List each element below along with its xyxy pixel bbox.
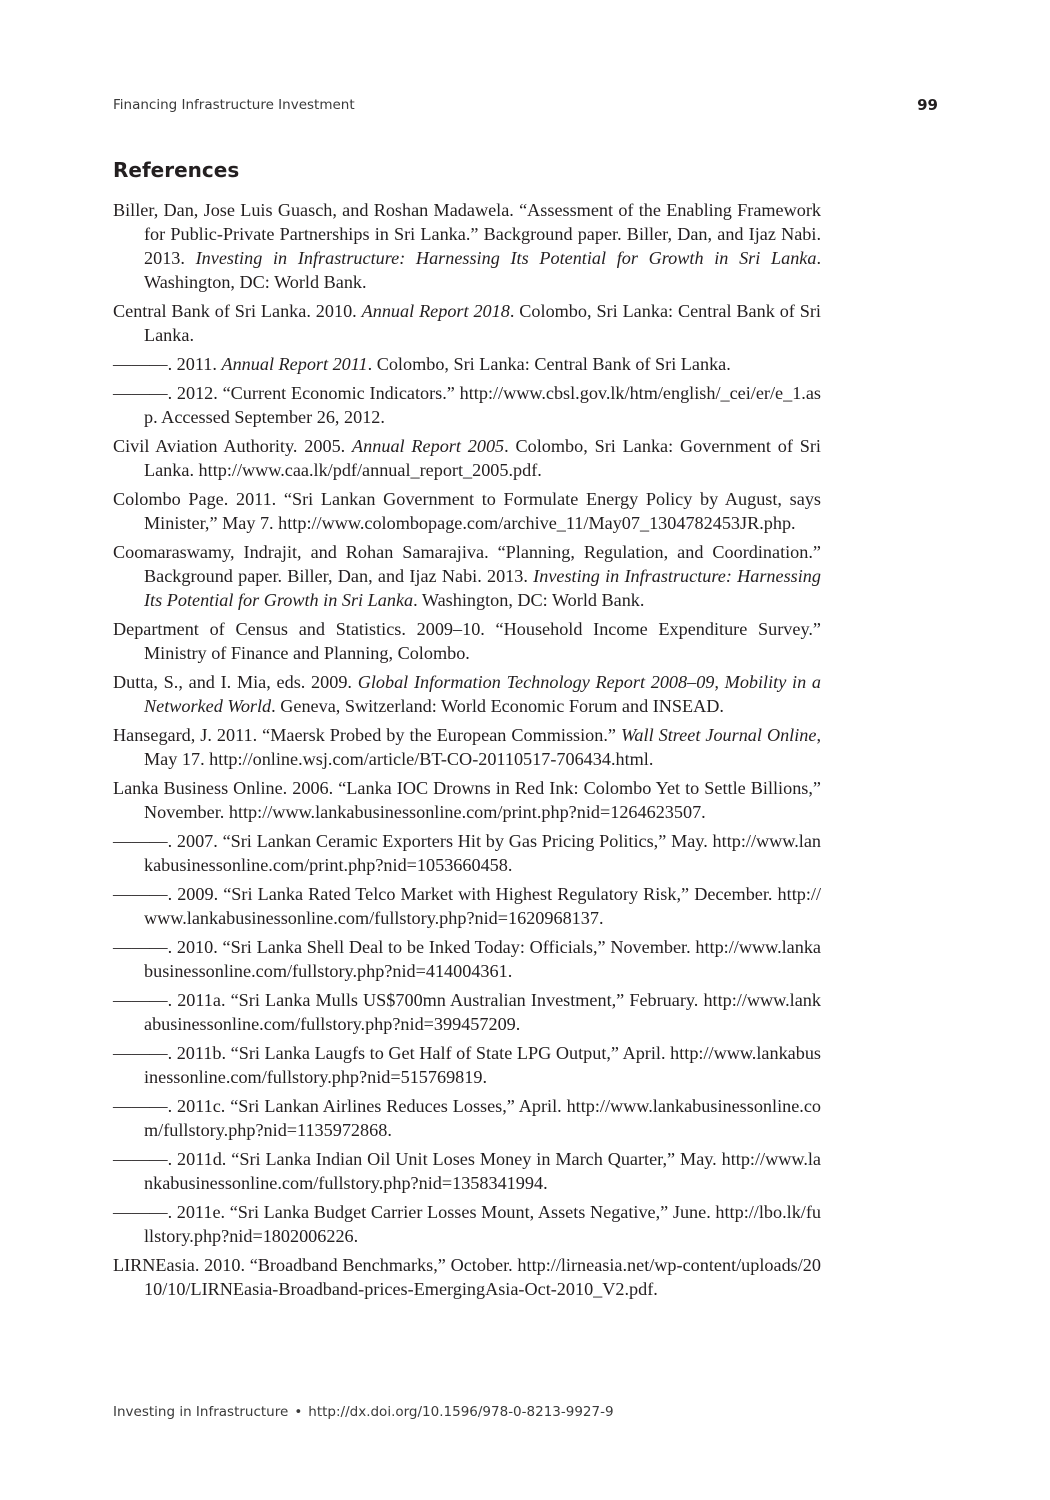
- reference-url-link[interactable]: http://www.lankabusinessonline.com/fullstory.php?nid=515769819: [144, 1043, 821, 1087]
- reference-entry: [113, 381, 821, 429]
- reference-url-link[interactable]: http://www.cbsl.gov.lk/htm/english/_cei/er/e_1.asp: [144, 383, 821, 427]
- reference-text: .: [598, 908, 604, 928]
- reference-entry: [113, 434, 821, 482]
- reference-text: ———. 2007. “Sri Lankan Ceramic Exporters Hit by Gas Pricing Politics,” May.: [113, 831, 713, 851]
- reference-entry: [113, 935, 821, 983]
- reference-list: [113, 198, 821, 1306]
- reference-text: Hansegard, J. 2011. “Maersk Probed by the European Commission.”: [113, 725, 621, 745]
- reference-title-italic: Investing in Infrastructure: Harnessing Its Potential for Growth in Sri Lanka: [195, 248, 817, 268]
- reference-text: . Colombo, Sri Lanka: Central Bank of Sri Lanka.: [144, 301, 821, 345]
- reference-text: ———. 2011b. “Sri Lanka Laugfs to Get Half of State LPG Output,” April.: [113, 1043, 671, 1063]
- reference-url-link[interactable]: http://www.lankabusinessonline.com/fullstory.php?nid=414004361: [144, 937, 821, 981]
- footer-book-title: Investing in Infrastructure: [113, 1404, 289, 1420]
- reference-text: . Colombo, Sri Lanka: Central Bank of Sri Lanka.: [367, 354, 731, 374]
- reference-text: Civil Aviation Authority. 2005.: [113, 436, 353, 456]
- reference-entry: [113, 198, 821, 294]
- reference-title-italic: Annual Report 2018: [361, 301, 510, 321]
- reference-entry: [113, 1253, 821, 1301]
- reference-text: .: [543, 1173, 548, 1193]
- page-number: 99: [917, 96, 938, 114]
- page-footer: [113, 1404, 614, 1420]
- reference-entry: [113, 299, 821, 347]
- reference-text: Colombo Page. 2011. “Sri Lankan Government to Formulate Energy Policy by August, says Minister,” May 7.: [113, 489, 821, 533]
- reference-entry: [113, 487, 821, 535]
- reference-text: .: [648, 749, 654, 769]
- reference-title-italic: Annual Report 2005: [352, 436, 505, 456]
- reference-entry: [113, 352, 821, 376]
- reference-text: .: [653, 1279, 658, 1299]
- reference-entry: [113, 1147, 821, 1195]
- reference-text: . Accessed September 26, 2012.: [153, 407, 385, 427]
- reference-url-link[interactable]: http://www.lankabusinessonline.com/fullstory.php?nid=399457209: [144, 990, 821, 1034]
- reference-entry: [113, 723, 821, 771]
- reference-entry: [113, 1200, 821, 1248]
- reference-text: , May 17.: [144, 725, 821, 769]
- reference-url-link[interactable]: http://www.lankabusinessonline.com/fullstory.php?nid=1620968137: [144, 884, 821, 928]
- reference-text: . Washington, DC: World Bank.: [144, 248, 822, 292]
- reference-text: ———. 2009. “Sri Lanka Rated Telco Market with Highest Regulatory Risk,” December.: [113, 884, 778, 904]
- reference-text: .: [537, 460, 542, 480]
- reference-url-link[interactable]: http://www.colombopage.com/archive_11/May07_1304782453JR.php: [278, 513, 792, 533]
- reference-text: . Colombo, Sri Lanka: Government of Sri Lanka.: [144, 436, 821, 480]
- reference-title-italic: Wall Street Journal Online: [620, 725, 817, 745]
- reference-entry: [113, 617, 821, 665]
- reference-text: .: [791, 513, 796, 533]
- reference-url-link[interactable]: http://lirneasia.net/wp-content/uploads/2010/10/LIRNEasia-Broadband-prices-EmergingAsia-Oct-2010_V2.pdf: [144, 1255, 821, 1299]
- reference-url-link[interactable]: http://www.lankabusinessonline.com/print.php?nid=1053660458: [144, 831, 821, 875]
- reference-text: .: [387, 1120, 392, 1140]
- reference-text: Central Bank of Sri Lanka. 2010.: [113, 301, 362, 321]
- reference-text: ———. 2010. “Sri Lanka Shell Deal to be Inked Today: Officials,” November.: [113, 937, 696, 957]
- reference-text: ———. 2012. “Current Economic Indicators.”: [113, 383, 460, 403]
- footer-doi-link[interactable]: http://dx.doi.org/10.1596/978-0-8213-9927-9: [308, 1404, 614, 1420]
- reference-text: Coomaraswamy, Indrajit, and Rohan Samarajiva. “Planning, Regulation, and Coordination.” Background paper. Biller, Dan, and Ijaz Nabi. 2013.: [113, 542, 821, 586]
- reference-entry: [113, 829, 821, 877]
- reference-entry: [113, 670, 821, 718]
- reference-text: . Geneva, Switzerland: World Economic Forum and INSEAD.: [271, 696, 724, 716]
- reference-text: Lanka Business Online. 2006. “Lanka IOC Drowns in Red Ink: Colombo Yet to Settle Billions,” November.: [113, 778, 821, 822]
- reference-url-link[interactable]: http://www.caa.lk/pdf/annual_report_2005.pdf: [198, 460, 538, 480]
- reference-entry: [113, 776, 821, 824]
- reference-text: .: [701, 802, 706, 822]
- reference-text: .: [482, 1067, 487, 1087]
- reference-text: Dutta, S., and I. Mia, eds. 2009.: [113, 672, 358, 692]
- reference-text: .: [507, 855, 513, 875]
- reference-entry: [113, 1041, 821, 1089]
- reference-text: Biller, Dan, Jose Luis Guasch, and Roshan Madawela. “Assessment of the Enabling Framework for Public-Private Partnerships in Sri Lanka.” Background paper. Biller, Dan, and Ijaz Nabi. 2013.: [113, 200, 821, 268]
- reference-title-italic: Global Information Technology Report 2008–09, Mobility in a Networked World: [144, 672, 821, 716]
- running-title: Financing Infrastructure Investment: [113, 97, 355, 113]
- footer-separator: •: [294, 1404, 303, 1420]
- reference-entry: [113, 540, 821, 612]
- reference-entry: [113, 988, 821, 1036]
- reference-url-link[interactable]: http://www.lankabusinessonline.com/fullstory.php?nid=1135972868: [144, 1096, 821, 1140]
- reference-text: .: [507, 961, 513, 981]
- reference-text: Department of Census and Statistics. 2009–10. “Household Income Expenditure Survey.” Ministry of Finance and Planning, Colombo.: [113, 619, 821, 663]
- reference-text: ———. 2011c. “Sri Lankan Airlines Reduces Losses,” April.: [113, 1096, 567, 1116]
- running-header: [113, 97, 938, 113]
- reference-url-link[interactable]: http://online.wsj.com/article/BT-CO-20110517-706434.html: [209, 749, 649, 769]
- section-title: References: [113, 158, 240, 182]
- reference-entry: [113, 882, 821, 930]
- reference-text: .: [515, 1014, 521, 1034]
- reference-title-italic: Annual Report 2011: [221, 354, 368, 374]
- reference-text: LIRNEasia. 2010. “Broadband Benchmarks,” October.: [113, 1255, 518, 1275]
- reference-url-link[interactable]: http://www.lankabusinessonline.com/fullstory.php?nid=1358341994: [144, 1149, 821, 1193]
- reference-url-link[interactable]: http://lbo.lk/fullstory.php?nid=1802006226: [144, 1202, 821, 1246]
- reference-text: .: [353, 1226, 359, 1246]
- reference-text: ———. 2011a. “Sri Lanka Mulls US$700mn Australian Investment,” February.: [113, 990, 704, 1010]
- reference-title-italic: Investing in Infrastructure: Harnessing Its Potential for Growth in Sri Lanka: [144, 566, 821, 610]
- reference-text: ———. 2011.: [113, 354, 222, 374]
- reference-text: . Washington, DC: World Bank.: [413, 590, 645, 610]
- reference-text: ———. 2011e. “Sri Lanka Budget Carrier Losses Mount, Assets Negative,” June.: [113, 1202, 716, 1222]
- reference-entry: [113, 1094, 821, 1142]
- reference-url-link[interactable]: http://www.lankabusinessonline.com/print.php?nid=1264623507: [228, 802, 702, 822]
- reference-text: ———. 2011d. “Sri Lanka Indian Oil Unit Loses Money in March Quarter,” May.: [113, 1149, 722, 1169]
